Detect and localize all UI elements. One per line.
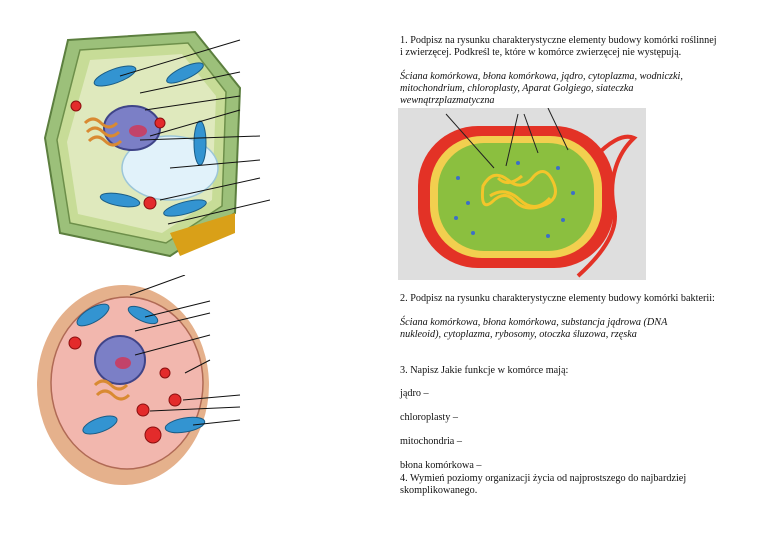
animal-nucleolus	[115, 357, 131, 369]
question-2: 2. Podpisz na rysunku charakterystyczne elementy budowy komórki bakterii:	[400, 293, 715, 304]
plant-cell-diagram	[40, 28, 270, 263]
answer-line-chloroplasts: chloroplasty –	[400, 412, 459, 423]
animal-cell-diagram	[35, 275, 245, 490]
answer-line-cell-membrane: błona komórkowa –	[400, 460, 482, 471]
question-1: 1. Podpisz na rysunku charakterystyczne elementy budowy komórki roślinnej i zwierzęcej. Podkreśl te, które w komórce zwierzęcej nie występują.	[400, 35, 717, 58]
answer-line-mitochondria: mitochondria –	[400, 436, 462, 447]
answer-line-nucleus: jądro –	[400, 388, 429, 399]
question-3: 3. Napisz Jakie funkcje w komórce mają:	[400, 365, 569, 376]
question-4: 4. Wymień poziomy organizacji życia od najprostszego do najbardziej skomplikowanego.	[400, 473, 687, 496]
bacterium-diagram	[398, 108, 646, 280]
question-2-options: Ściana komórkowa, błona komórkowa, substancja jądrowa (DNA nukleoid), cytoplazma, rybosomy, otoczka śluzowa, rzęska	[400, 317, 668, 340]
nucleolus	[129, 125, 147, 137]
question-1-options: Ściana komórkowa, błona komórkowa, jądro, cytoplazma, wodniczki, mitochondrium, chloroplasty, Aparat Golgiego, siateczka wewnątrzplazmatyczna	[400, 71, 683, 106]
